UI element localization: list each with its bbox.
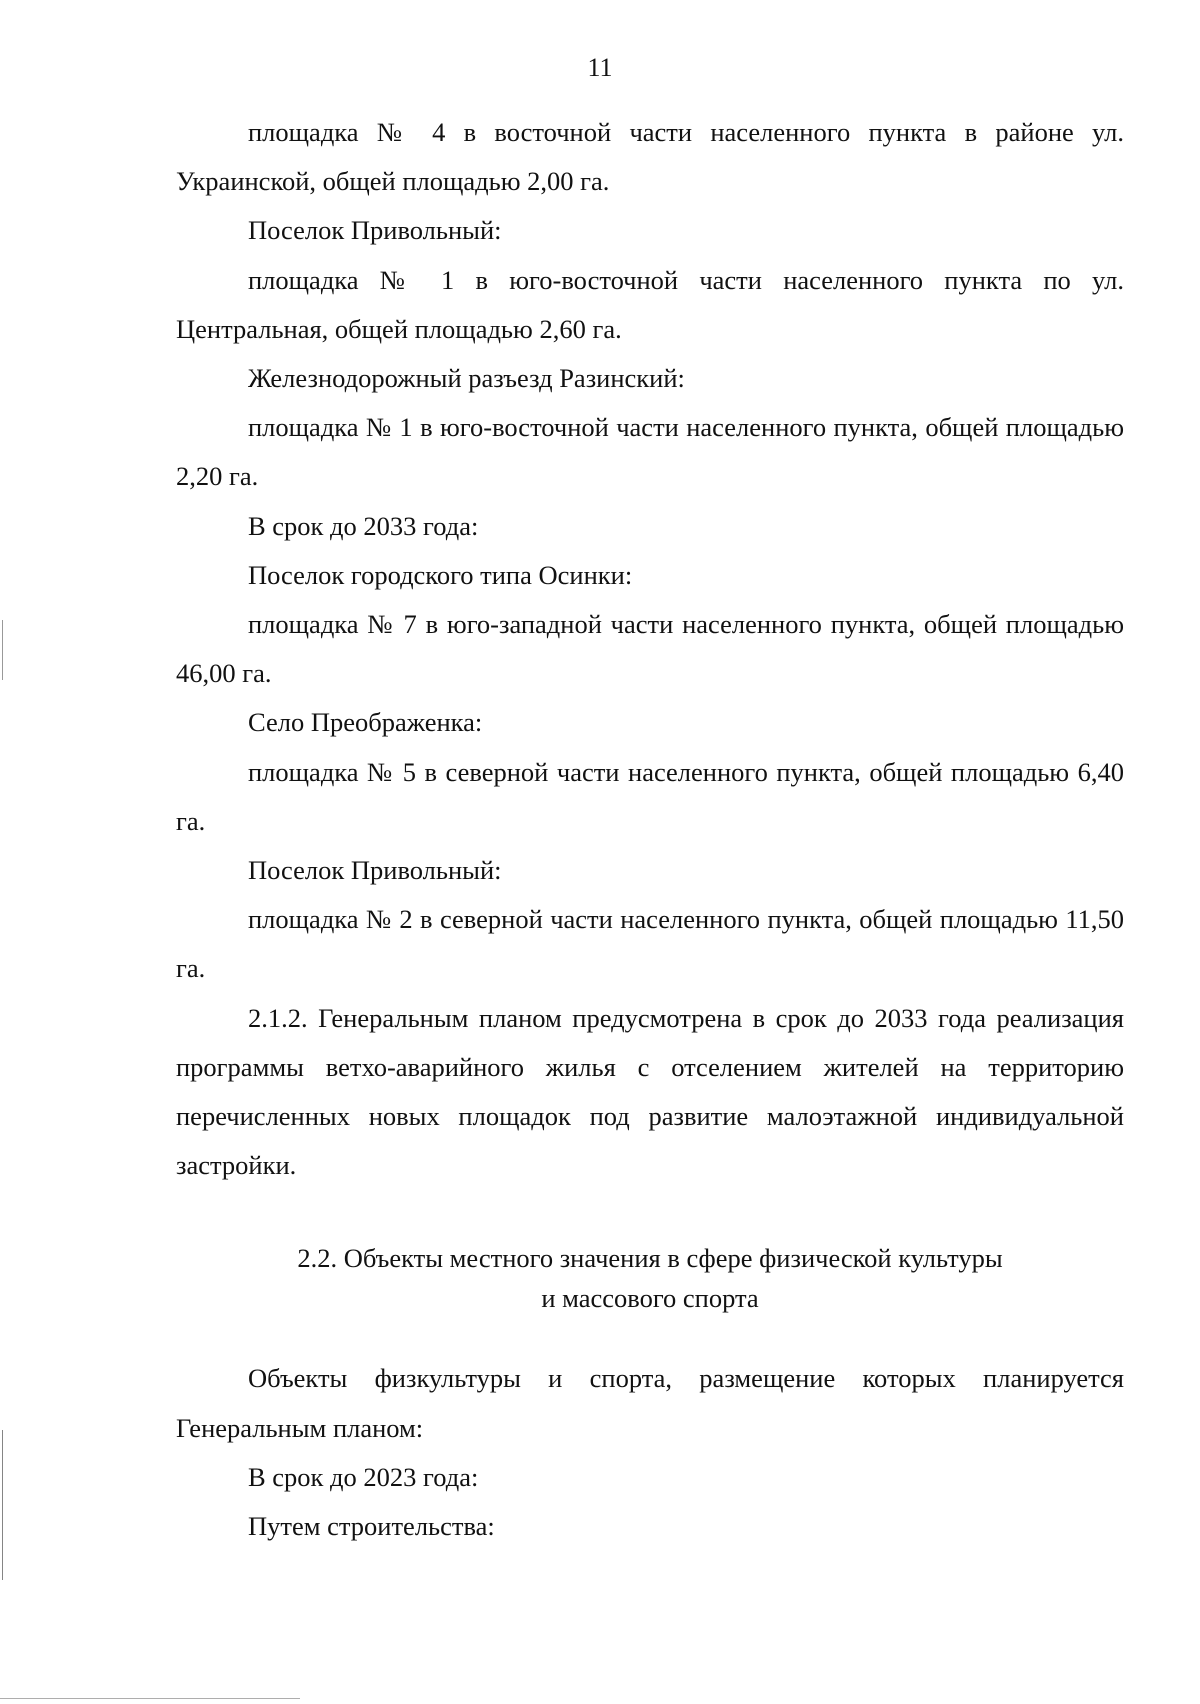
- paragraph: В срок до 2033 года:: [248, 510, 479, 541]
- scan-edge-mark: [2, 1430, 3, 1580]
- scan-edge-mark: [2, 620, 3, 680]
- section-heading-line: 2.2. Объекты местного значения в сфере физической культуры: [297, 1243, 1003, 1274]
- document-body: [176, 108, 1124, 1551]
- paragraph: 2.1.2. Генеральным планом предусмотрена в срок до 2033 года реализация программы ветхо-аварийного жилья с отселением жителей на территорию перечисленных новых площадок под развитие малоэтажной индивидуальной застройки.: [176, 1002, 1124, 1181]
- paragraph: Село Преображенка:: [248, 707, 483, 738]
- paragraph: площадка № 1 в юго-восточной части населенного пункта по ул. Центральная, общей площадью 2,60 га.: [176, 264, 1124, 344]
- page-number: 11: [587, 53, 613, 82]
- paragraph: В срок до 2023 года:: [248, 1461, 479, 1492]
- paragraph: Поселок городского типа Осинки:: [248, 559, 633, 590]
- paragraph: Поселок Привольный:: [248, 215, 502, 246]
- paragraph: Объекты физкультуры и спорта, размещение которых планируется Генеральным планом:: [176, 1363, 1124, 1443]
- paragraph: площадка № 4 в восточной части населенного пункта в районе ул. Украинской, общей площадью 2,00 га.: [176, 117, 1124, 197]
- paragraph: Путем строительства:: [248, 1511, 495, 1542]
- paragraph: площадка № 7 в юго-западной части населенного пункта, общей площадью 46,00 га.: [176, 609, 1124, 689]
- paragraph: площадка № 5 в северной части населенного пункта, общей площадью 6,40 га.: [176, 756, 1124, 836]
- paragraph: площадка № 1 в юго-восточной части населенного пункта, общей площадью 2,20 га.: [176, 412, 1124, 492]
- scan-edge-mark: [0, 1698, 300, 1699]
- section-heading-line: и массового спорта: [541, 1283, 759, 1314]
- section-heading: [176, 1238, 1124, 1318]
- paragraph: площадка № 2 в северной части населенного пункта, общей площадью 11,50 га.: [176, 904, 1124, 984]
- paragraph: Поселок Привольный:: [248, 855, 502, 886]
- paragraph: Железнодорожный разъезд Разинский:: [248, 363, 685, 394]
